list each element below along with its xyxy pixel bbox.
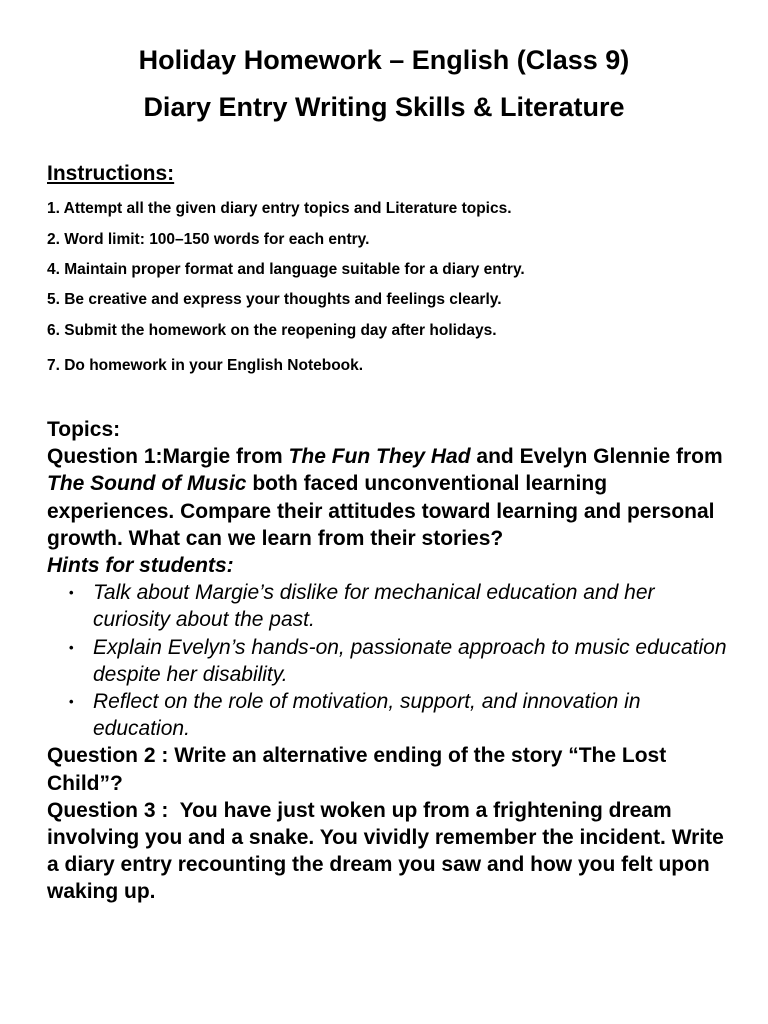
hint-item bbox=[69, 688, 737, 742]
hints-list bbox=[47, 579, 737, 742]
question-1-label: Question 1: bbox=[47, 445, 163, 469]
bullet-icon: • bbox=[69, 639, 74, 655]
question-2-label: Question 2 : bbox=[47, 744, 175, 768]
bullet-icon: • bbox=[69, 694, 74, 710]
question-2-text: Write an alternative ending of the story “The Lost Child”? bbox=[47, 744, 667, 795]
instructions-heading: Instructions: bbox=[47, 162, 175, 185]
hint-text: Explain Evelyn’s hands-on, passionate approach to music education despite her disability. bbox=[93, 635, 727, 686]
hint-item bbox=[69, 579, 737, 633]
topics-section bbox=[47, 416, 737, 906]
instruction-item: 2. Word limit: 100–150 words for each entry. bbox=[47, 231, 370, 248]
instruction-item: 1. Attempt all the given diary entry topics and Literature topics. bbox=[47, 200, 512, 217]
question-1 bbox=[47, 443, 737, 552]
question-3-label: Question 3 : bbox=[47, 798, 180, 822]
hints-heading: Hints for students: bbox=[47, 554, 234, 578]
instruction-item: 5. Be creative and express your thoughts and feelings clearly. bbox=[47, 291, 502, 308]
document-subtitle: Diary Entry Writing Skills & Literature bbox=[143, 92, 625, 122]
instruction-item: 7. Do homework in your English Notebook. bbox=[47, 357, 364, 374]
instruction-item: 4. Maintain proper format and language suitable for a diary entry. bbox=[47, 261, 525, 278]
hint-text: Reflect on the role of motivation, support, and innovation in education. bbox=[93, 690, 641, 741]
bullet-icon: • bbox=[69, 585, 74, 601]
question-3-text: You have just woken up from a frightening dream involving you and a snake. You vividly remember the incident. Write a diary entry recounting the dream you saw and how you felt upon waking up. bbox=[47, 798, 724, 904]
topics-heading: Topics: bbox=[47, 418, 121, 441]
hint-text: Talk about Margie’s dislike for mechanical education and her curiosity about the past. bbox=[93, 581, 655, 632]
hint-item bbox=[69, 634, 737, 688]
question-3 bbox=[47, 797, 737, 906]
question-1-text: and Evelyn Glennie from bbox=[470, 445, 723, 469]
question-1-story-title: The Sound of Music bbox=[47, 472, 247, 496]
instruction-item: 6. Submit the homework on the reopening day after holidays. bbox=[47, 322, 497, 339]
document-title: Holiday Homework – English (Class 9) bbox=[138, 45, 630, 75]
question-2 bbox=[47, 742, 737, 796]
question-1-text: both faced unconventional learning experiences. Compare their attitudes toward learning and personal growth. What can we learn from their stories? bbox=[47, 472, 715, 550]
question-1-story-title: The Fun They Had bbox=[288, 445, 471, 469]
question-1-text: Margie from bbox=[162, 445, 289, 469]
